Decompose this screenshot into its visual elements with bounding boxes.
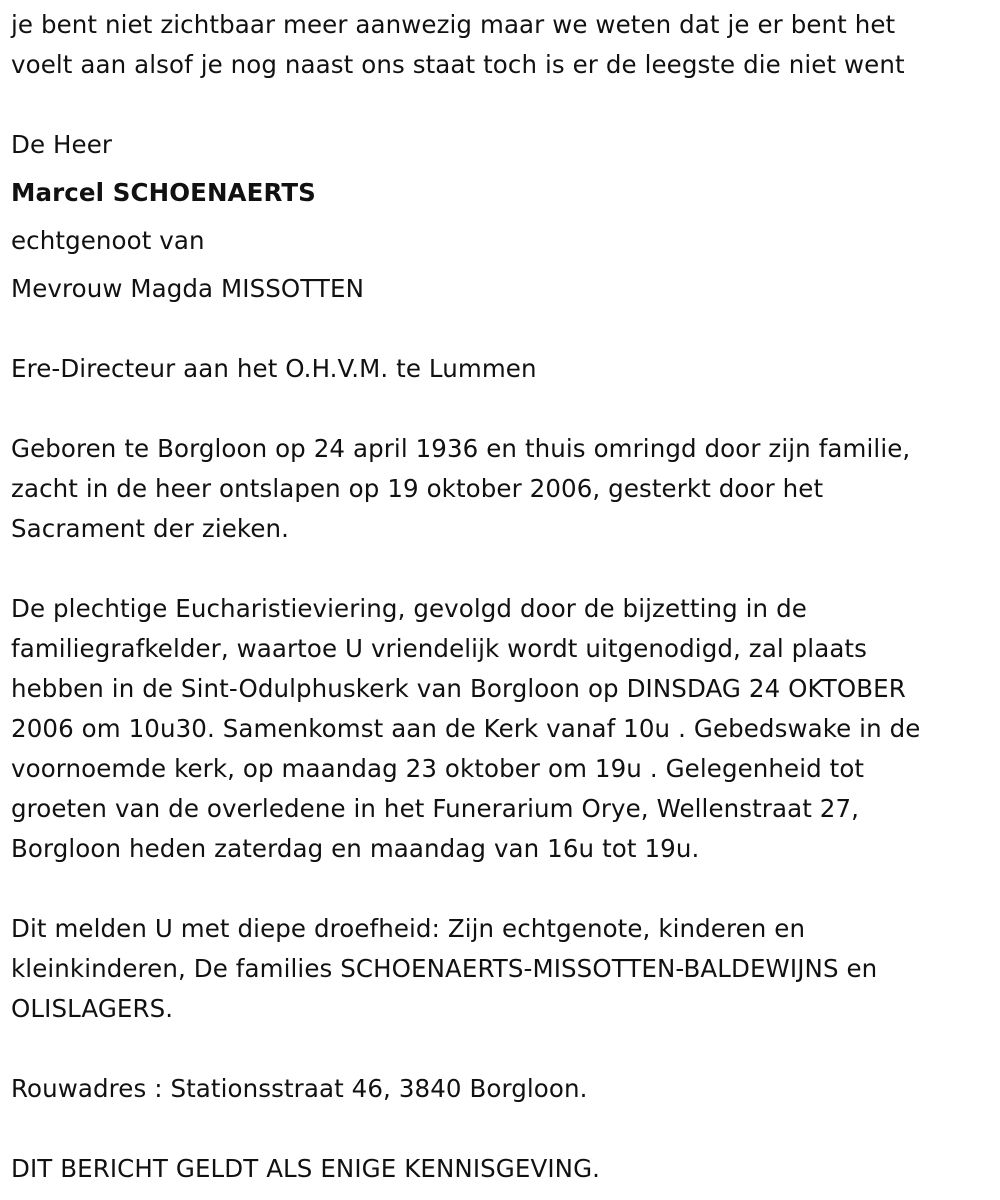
notice-text: DIT BERICHT GELDT ALS ENIGE KENNISGEVING. [11,1154,601,1183]
paragraph-line: kleinkinderen, De families SCHOENAERTS-MISSOTTEN-BALDEWIJNS en [11,954,878,983]
paragraph-line: groeten van de overledene in het Funerarium Orye, Wellenstraat 27, [11,794,860,823]
paragraph-line: hebben in de Sint-Odulphuskerk van Borgloon op DINSDAG 24 OKTOBER [11,674,906,703]
obituary-document [11,5,991,1189]
paragraph-line: voornoemde kerk, op maandag 23 oktober om 19u . Gelegenheid tot [11,754,865,783]
spacer [11,389,991,429]
spacer [11,1029,991,1069]
paragraph-line: Geboren te Borgloon op 24 april 1936 en thuis omringd door zijn familie, [11,434,911,463]
spacer [11,549,991,589]
poem-section [11,5,991,85]
mourning-address: Rouwadres : Stationsstraat 46, 3840 Borgloon. [11,1074,588,1103]
announcement-paragraph [11,909,991,1029]
spacer [11,309,991,349]
deceased-section [11,121,991,313]
paragraph-line: 2006 om 10u30. Samenkomst aan de Kerk vanaf 10u . Gebedswake in de [11,714,921,743]
spacer [11,1109,991,1149]
poem-line: voelt aan alsof je nog naast ons staat toch is er de leegste die niet went [11,50,905,79]
paragraph-line: Dit melden U met diepe droefheid: Zijn echtgenote, kinderen en [11,914,806,943]
deceased-name: Marcel SCHOENAERTS [11,178,316,207]
deceased-title: De Heer [11,130,113,159]
spouse-name: Mevrouw Magda MISSOTTEN [11,274,365,303]
paragraph-line: OLISLAGERS. [11,994,174,1023]
paragraph-line: familiegrafkelder, waartoe U vriendelijk wordt uitgenodigd, zal plaats [11,634,868,663]
spacer [11,85,991,125]
spacer [11,869,991,909]
paragraph-line: Borgloon heden zaterdag en maandag van 16u tot 19u. [11,834,700,863]
poem-line: je bent niet zichtbaar meer aanwezig maar we weten dat je er bent het [11,10,896,39]
function-text: Ere-Directeur aan het O.H.V.M. te Lummen [11,354,537,383]
paragraph-line: zacht in de heer ontslapen op 19 oktober 2006, gesterkt door het [11,474,824,503]
paragraph-line: Sacrament der zieken. [11,514,290,543]
paragraph-line: De plechtige Eucharistieviering, gevolgd door de bijzetting in de [11,594,807,623]
relation-text: echtgenoot van [11,226,205,255]
ceremony-paragraph [11,589,991,869]
birth-death-paragraph [11,429,991,549]
